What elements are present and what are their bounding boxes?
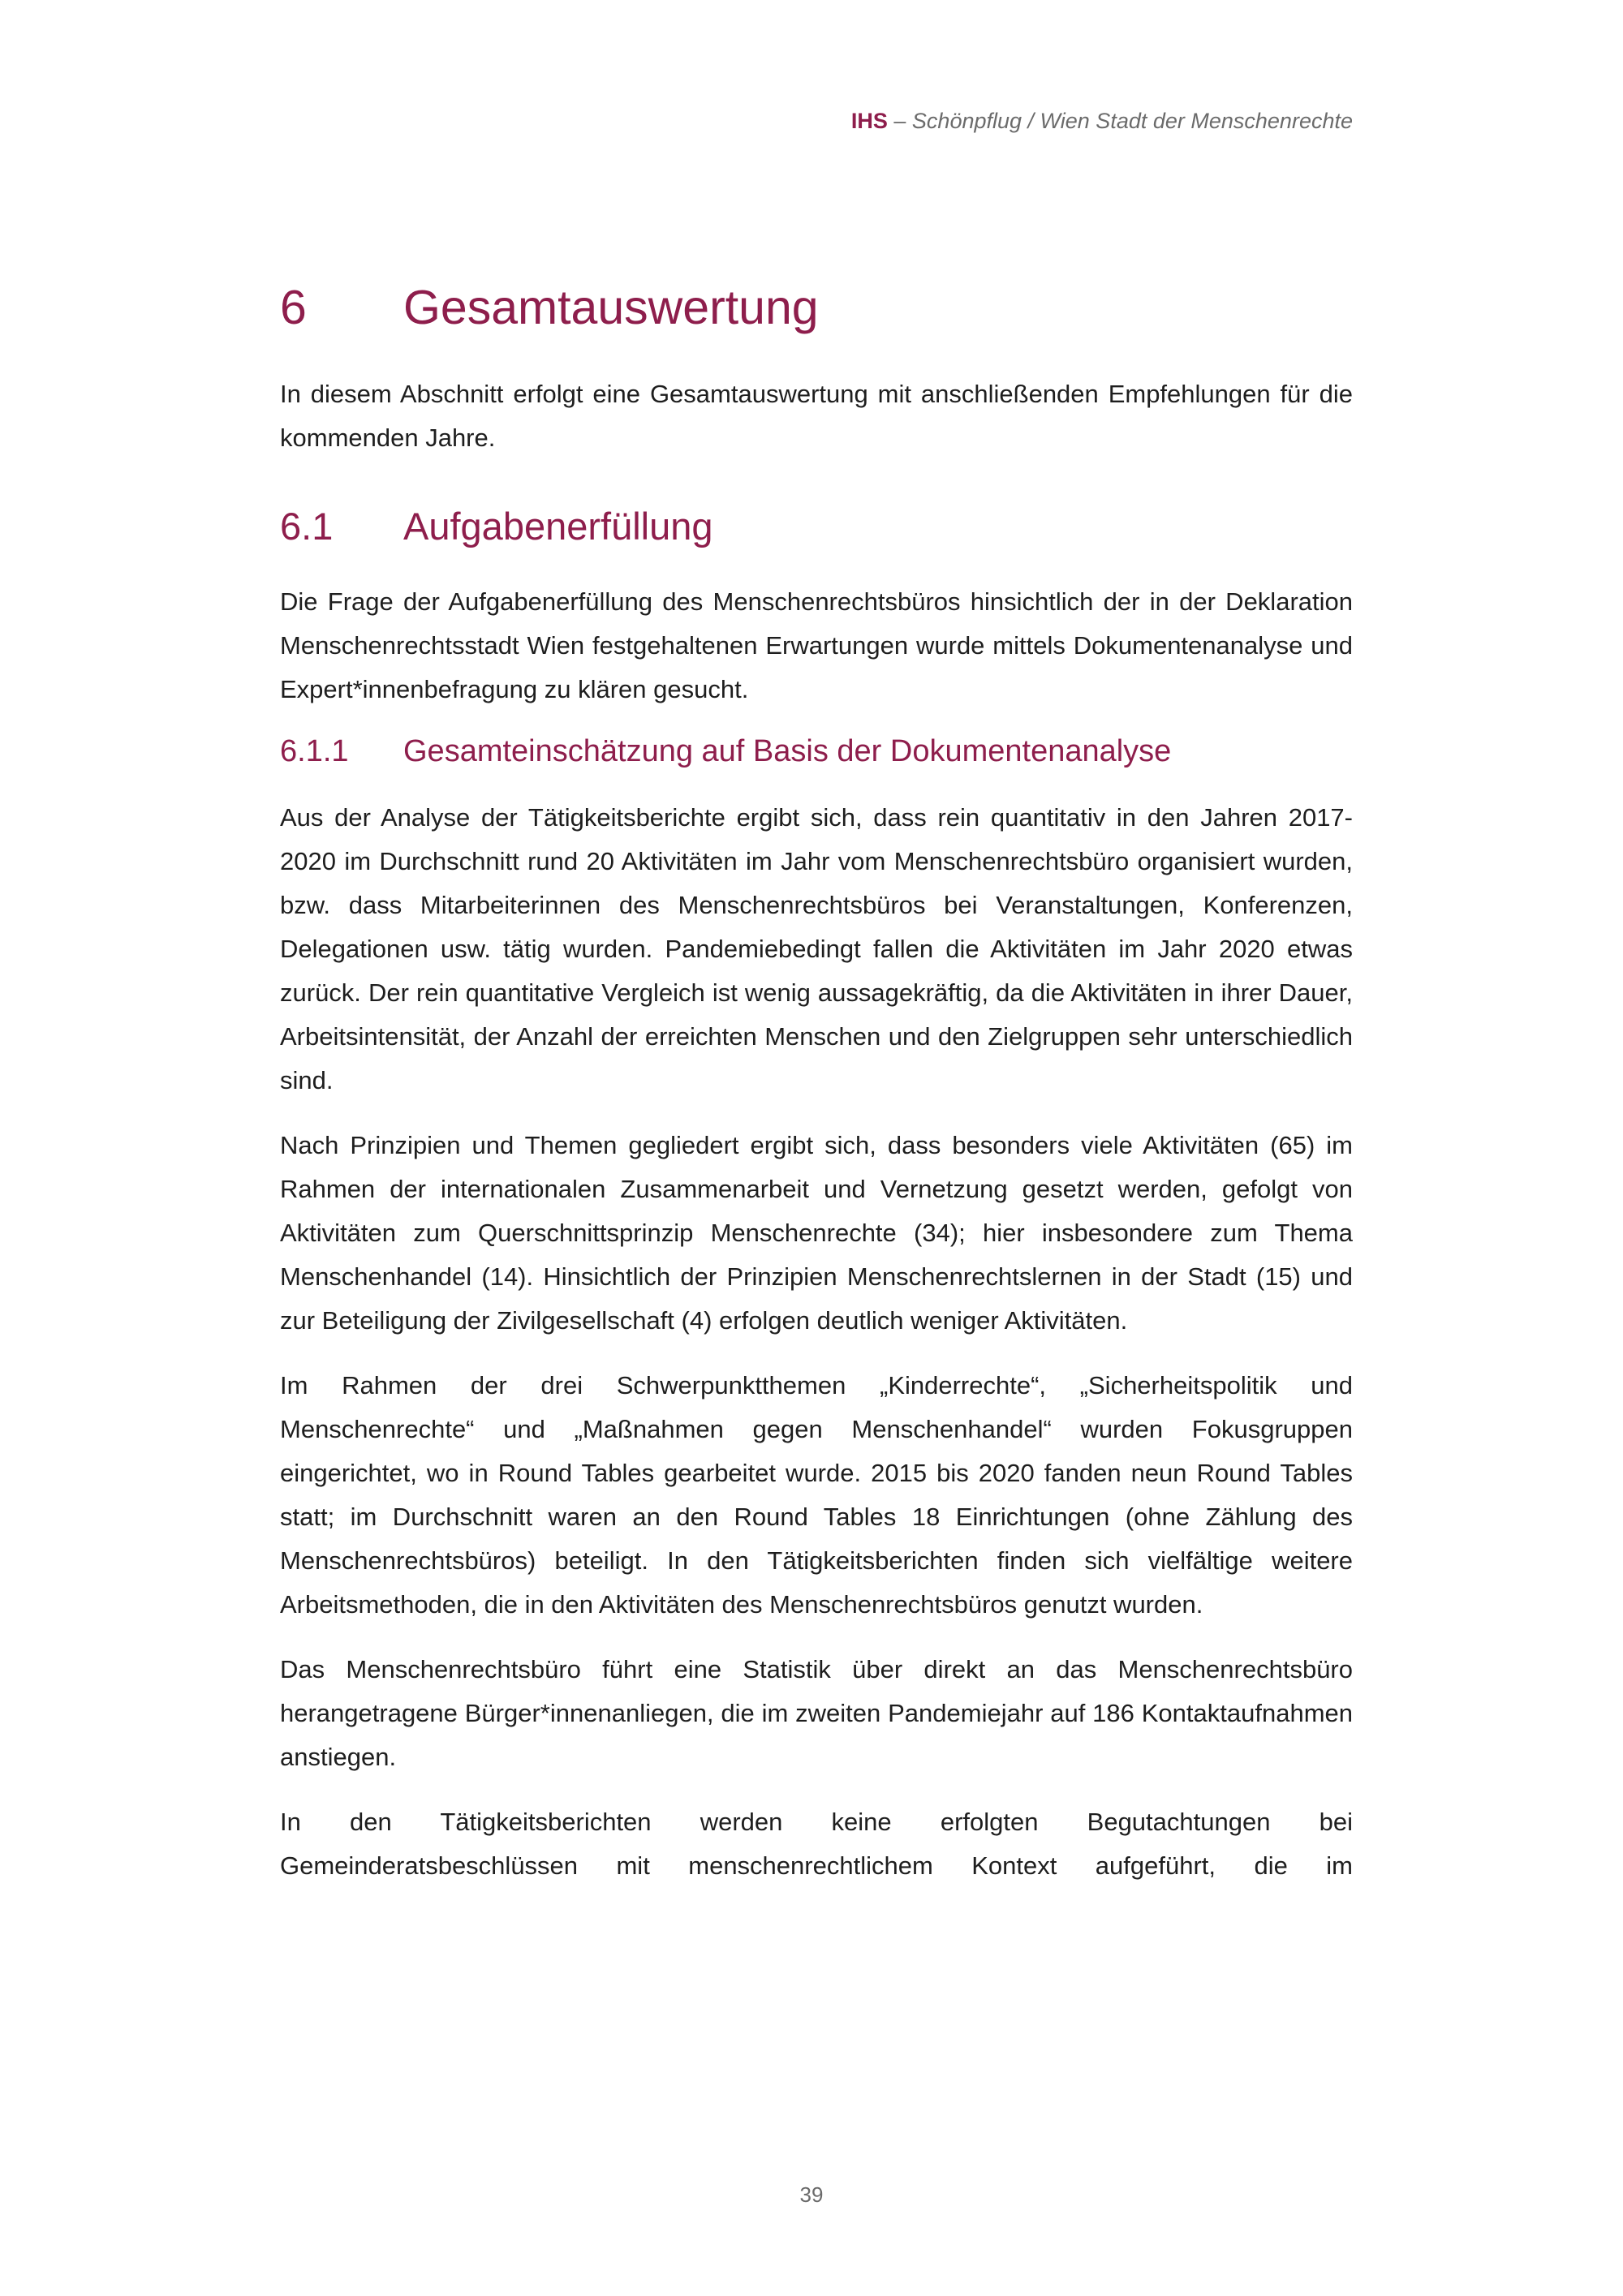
subsection-number: 6.1 bbox=[280, 505, 334, 548]
section-number: 6 bbox=[280, 281, 307, 334]
subsection-paragraph: Die Frage der Aufgabenerfüllung des Menschenrechtsbüros hinsichtlich der in der Deklaration Menschenrechtsstadt Wien festgehaltenen Erwartungen wurde mittels Dokumentenanalyse und Expert*innenbefragung zu klären gesucht. bbox=[280, 587, 1353, 703]
section-intro-paragraph: In diesem Abschnitt erfolgt eine Gesamtauswertung mit anschließenden Empfehlungen für die kommenden Jahre. bbox=[280, 380, 1353, 452]
section-title: Gesamtauswertung bbox=[403, 281, 819, 334]
body-paragraph-4: Das Menschenrechtsbüro führt eine Statistik über direkt an das Menschenrechtsbüro herangetragene Bürger*innenanliegen, die im zweiten Pandemiejahr auf 186 Kontaktaufnahmen anstiegen. bbox=[280, 1655, 1353, 1771]
body-paragraph-2: Nach Prinzipien und Themen gegliedert ergibt sich, dass besonders viele Aktivitäten (65) im Rahmen der internationalen Zusammenarbeit und Vernetzung gesetzt werden, gefolgt von Aktivitäten zum Querschnittsprinzip Menschenrechte (34); hier insbesondere zum Thema Menschenhandel (14). Hinsichtlich der Prinzipien Menschenrechtslernen in der Stadt (15) und zur Beteiligung der Zivilgesellschaft (4) erfolgen deutlich weniger Aktivitäten. bbox=[280, 1131, 1353, 1335]
header-separator: – bbox=[887, 109, 912, 133]
subsubsection-number: 6.1.1 bbox=[280, 734, 349, 768]
page-number: 39 bbox=[799, 2182, 824, 2207]
body-paragraph-3: Im Rahmen der drei Schwerpunktthemen „Kinderrechte“, „Sicherheitspolitik und Menschenrechte“ und „Maßnahmen gegen Menschenhandel“ wurden Fokusgruppen eingerichtet, wo in Round Tables gearbeitet wurde. 2015 bis 2020 fanden neun Round Tables statt; im Durchschnitt waren an den Round Tables 18 Einrichtungen (ohne Zählung des Menschenrechtsbüros) beteiligt. In den Tätigkeitsberichten finden sich vielfältige weitere Arbeitsmethoden, die in den Aktivitäten des Menschenrechtsbüros genutzt wurden. bbox=[280, 1371, 1353, 1619]
header-title: Schönpflug / Wien Stadt der Menschenrechte bbox=[911, 109, 1353, 133]
running-header bbox=[851, 109, 1353, 134]
page-content bbox=[280, 280, 1353, 1909]
header-org: IHS bbox=[850, 109, 888, 133]
body-paragraph-1: Aus der Analyse der Tätigkeitsberichte ergibt sich, dass rein quantitativ in den Jahren 2017-2020 im Durchschnitt rund 20 Aktivitäten im Jahr vom Menschenrechtsbüro organisiert wurden, bzw. dass Mitarbeiterinnen des Menschenrechtsbüros bei Veranstaltungen, Konferenzen, Delegationen usw. tätig wurden. Pandemiebedingt fallen die Aktivitäten im Jahr 2020 etwas zurück. Der rein quantitative Vergleich ist wenig aussagekräftig, da die Aktivitäten in ihrer Dauer, Arbeitsintensität, der Anzahl der erreichten Menschen und den Zielgruppen sehr unterschiedlich sind. bbox=[280, 803, 1353, 1094]
subsection-title: Aufgabenerfüllung bbox=[403, 505, 713, 548]
body-paragraph-5: In den Tätigkeitsberichten werden keine erfolgten Begutachtungen bei Gemeinderatsbeschlüssen mit menschenrechtlichem Kontext aufgeführt, die im bbox=[280, 1808, 1353, 1880]
subsubsection-title: Gesamteinschätzung auf Basis der Dokumentenanalyse bbox=[403, 734, 1172, 768]
section-heading bbox=[280, 280, 1353, 345]
subsection-heading bbox=[280, 504, 1353, 556]
subsubsection-heading bbox=[280, 734, 1353, 776]
